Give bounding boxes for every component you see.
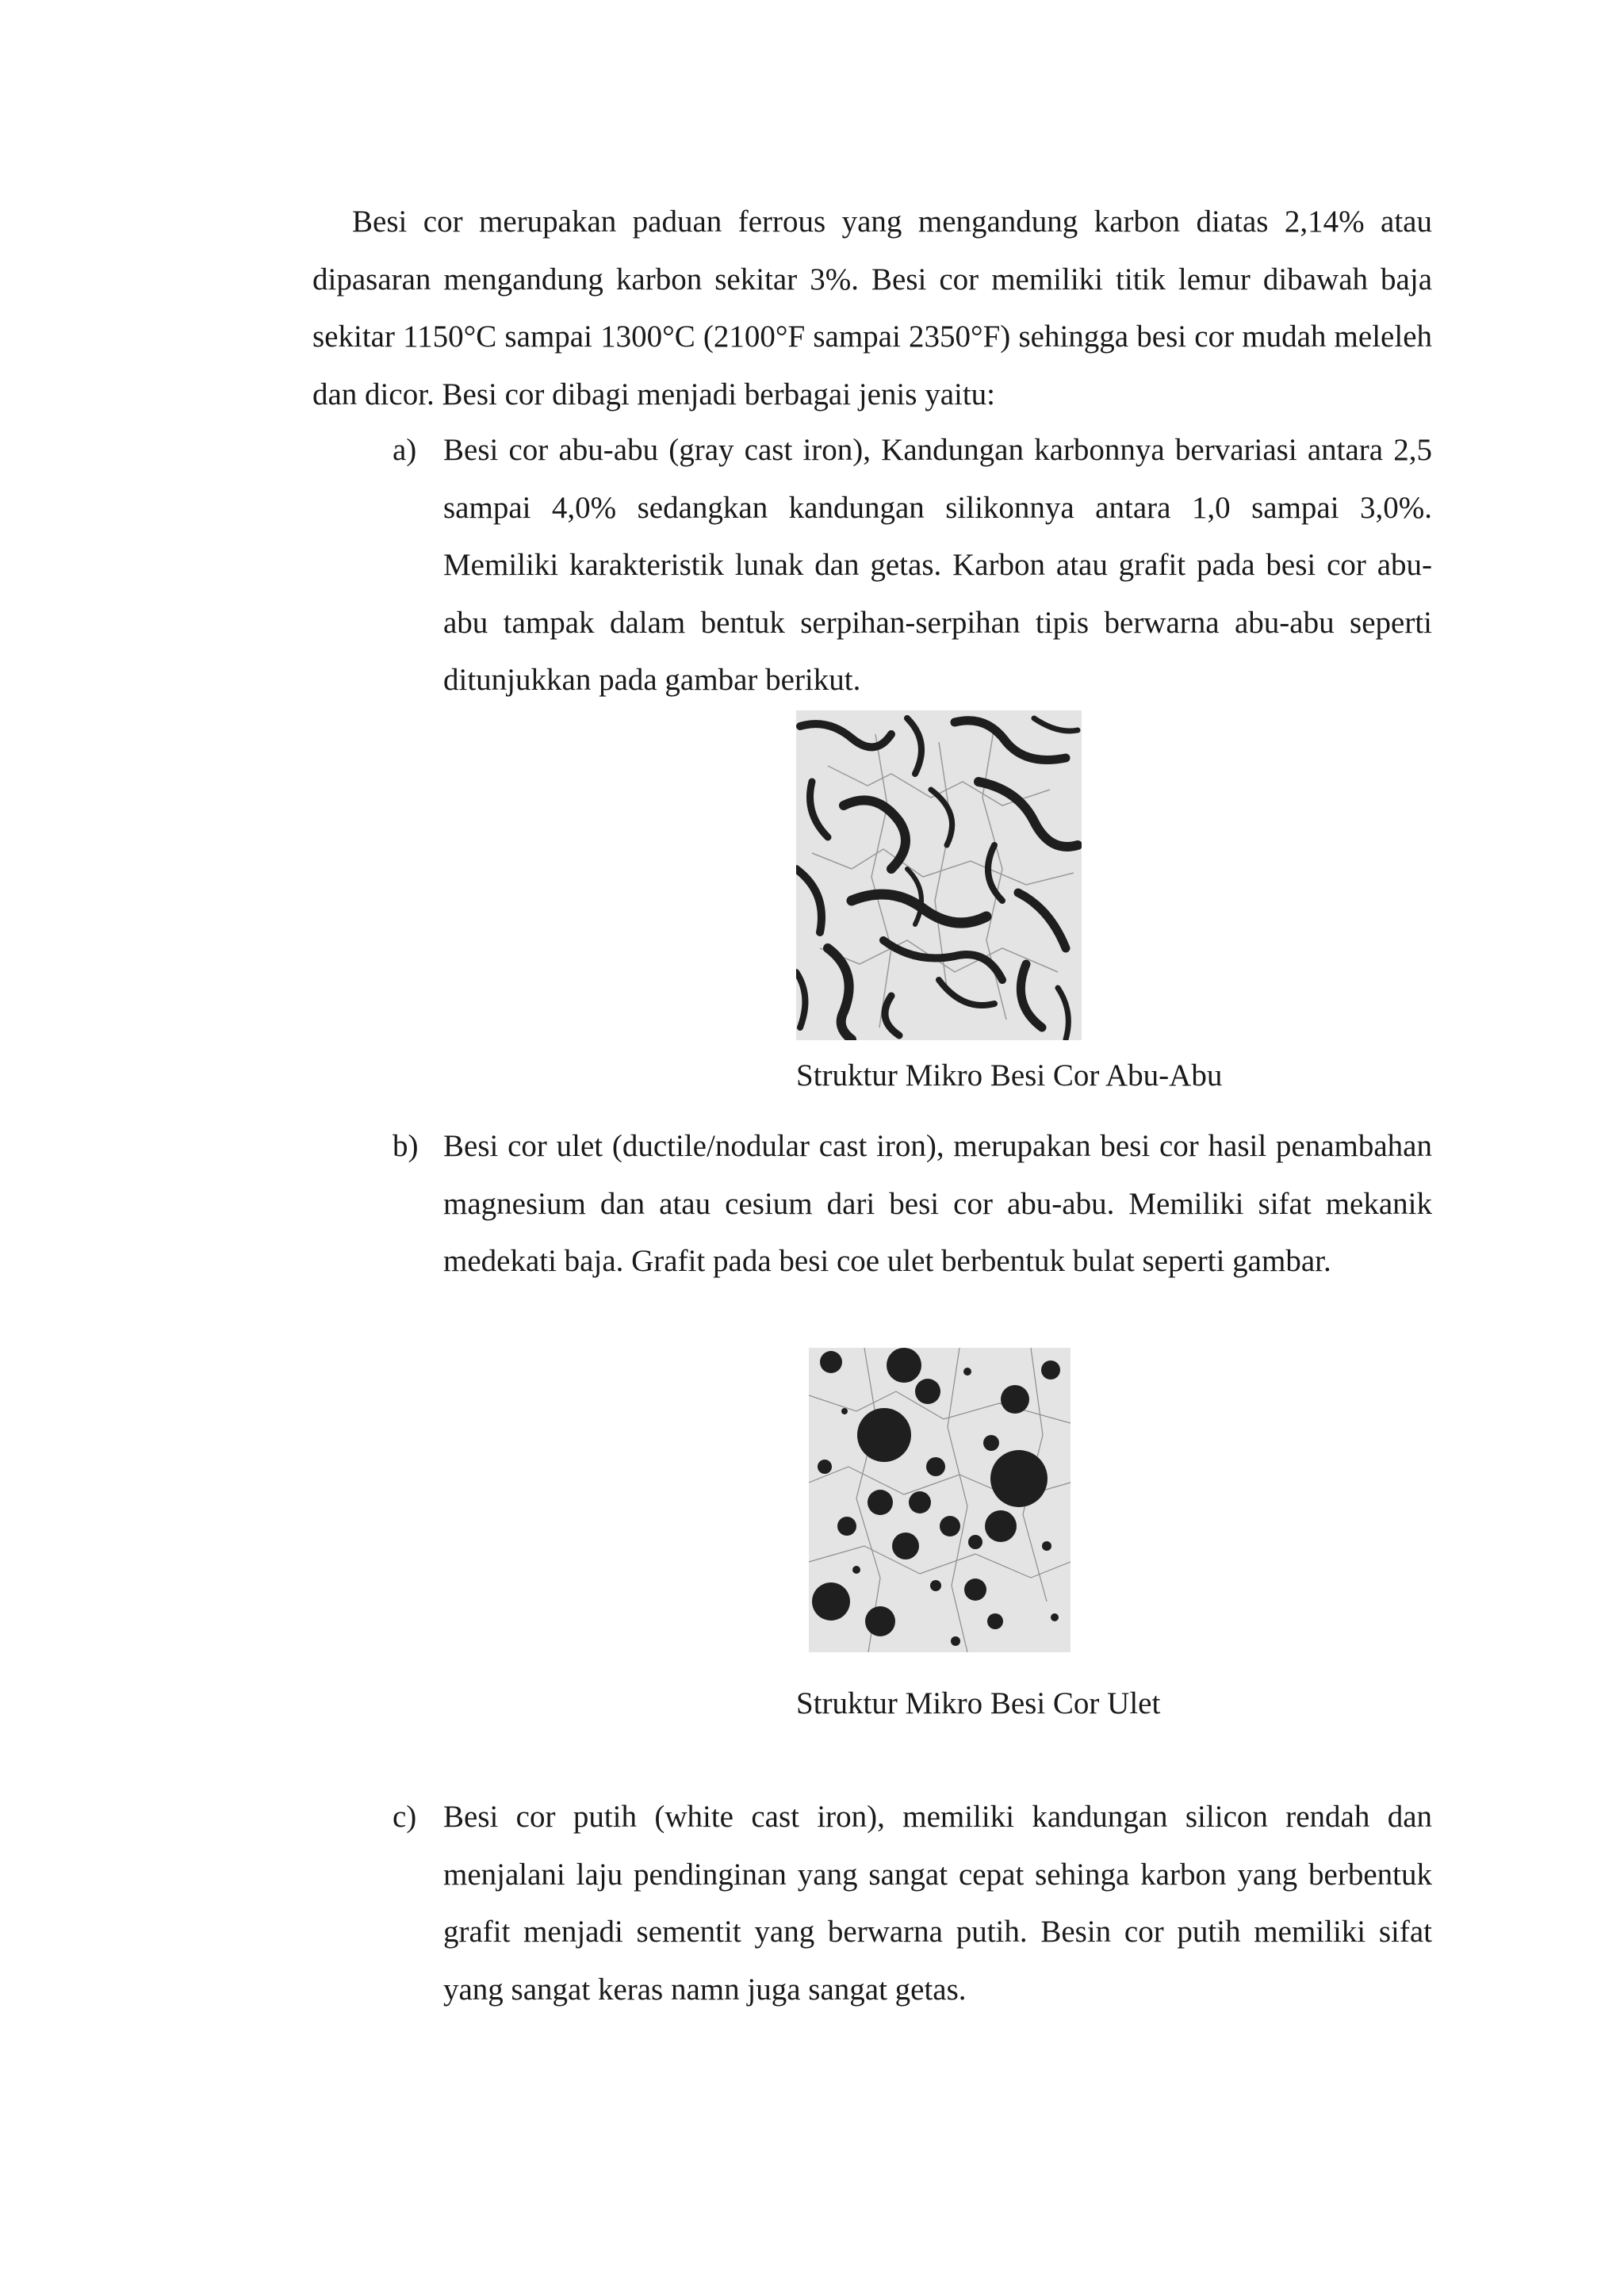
gray-cast-iron-micrograph bbox=[796, 710, 1082, 1040]
intro-paragraph: Besi cor merupakan paduan ferrous yang mengandung karbon diatas 2,14% atau dipasaran mengandung karbon sekitar 3%. Besi cor memiliki titik lemur dibawah baja sekitar 1150°C sampai 1300°C (2100°F sampai 2350°F) sehingga besi cor mudah meleleh dan dicor. Besi cor dibagi menjadi berbagai jenis yaitu: bbox=[312, 205, 1432, 411]
list-text-a: Besi cor abu-abu (gray cast iron), Kandungan karbonnya bervariasi antara 2,5 sampai 4,0% sedangkan kandungan silikonnya antara 1,0 sampai 3,0%. Memiliki karakteristik lunak dan getas. Karbon atau grafit pada besi cor abu-abu tampak dalam bentuk serpihan-serpihan tipis berwarna abu-abu seperti ditunjukkan pada gambar berikut. bbox=[443, 433, 1432, 697]
list-marker-c: c) bbox=[393, 1800, 417, 1834]
ductile-cast-iron-micrograph bbox=[809, 1348, 1071, 1652]
list-marker-b: b) bbox=[393, 1129, 419, 1163]
list-item-a bbox=[393, 422, 1432, 710]
figure-caption-gray: Struktur Mikro Besi Cor Abu-Abu bbox=[796, 1058, 1223, 1093]
list-text-b: Besi cor ulet (ductile/nodular cast iron), merupakan besi cor hasil penambahan magnesium dan atau cesium dari besi cor abu-abu. Memiliki sifat mekanik medekati baja. Grafit pada besi coe ulet berbentuk bulat seperti gambar. bbox=[443, 1129, 1432, 1278]
list-item-b bbox=[393, 1118, 1432, 1291]
list-text-c: Besi cor putih (white cast iron), memiliki kandungan silicon rendah dan menjalani laju pendinginan yang sangat cepat sehinga karbon yang berbentuk grafit menjadi sementit yang berwarna putih. Besin cor putih memiliki sifat yang sangat keras namn juga sangat getas. bbox=[443, 1800, 1432, 2007]
list-item-c bbox=[393, 1789, 1432, 2019]
list-marker-a: a) bbox=[393, 433, 417, 467]
figure-caption-ductile: Struktur Mikro Besi Cor Ulet bbox=[796, 1686, 1161, 1720]
